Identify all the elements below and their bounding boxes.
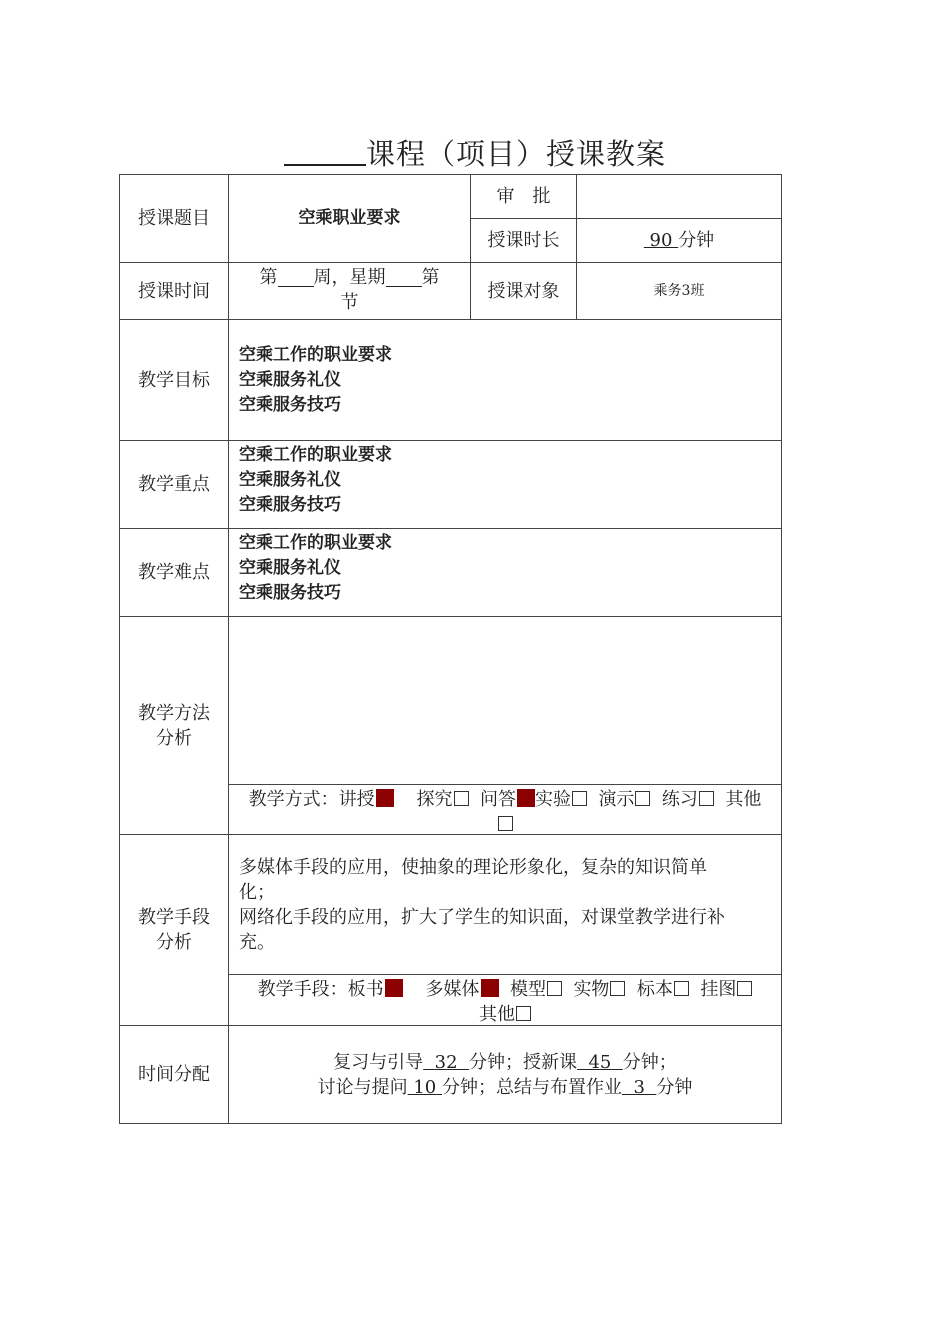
means-option-label: 标本 [636, 979, 673, 1000]
schedule-review-min: 32 [434, 1051, 458, 1073]
means-label-line2: 分析 [156, 932, 192, 953]
method-way-prefix: 教学方式： [248, 789, 339, 810]
schedule-discuss-label: 讨论与提问 [317, 1076, 408, 1098]
time-label: 授课时间 [119, 262, 229, 320]
method-option-label: 讲授 [338, 789, 375, 810]
method-option-label: 练习 [661, 789, 698, 810]
document-title [0, 132, 950, 173]
schedule-unit: 分钟 [622, 1051, 659, 1073]
time-week-mid: 周，星期 [313, 267, 386, 288]
means-para1-line1: 多媒体手段的应用，使抽象的理论形象化，复杂的知识简单 [239, 856, 707, 878]
approve-value [576, 174, 782, 219]
duration-number: 90 [649, 230, 673, 251]
means-para1-line2: 化； [239, 881, 275, 903]
means-option-label: 挂图 [700, 979, 737, 1000]
schedule-summary-min: 3 [633, 1076, 645, 1098]
key-point-item: 空乘服务技巧 [239, 495, 341, 515]
means-label [119, 834, 229, 1026]
checkbox-checked[interactable] [481, 979, 499, 997]
checkbox[interactable] [635, 791, 650, 806]
title-text: 课程（项目）授课教案 [365, 137, 666, 171]
objective-item: 空乘服务技巧 [239, 394, 341, 415]
checkbox[interactable] [610, 981, 625, 996]
topic-label: 授课题目 [119, 174, 229, 263]
schedule-unit: 分钟 [468, 1051, 505, 1073]
schedule-unit: 分钟 [656, 1076, 693, 1098]
key-point-item: 空乘工作的职业要求 [239, 445, 392, 465]
means-para2-line2: 充。 [239, 931, 275, 953]
means-option-label: 其他 [478, 1004, 515, 1025]
checkbox[interactable] [547, 981, 562, 996]
checkbox[interactable] [699, 791, 714, 806]
means-content [228, 834, 782, 975]
method-label-line1: 教学方法 [138, 702, 210, 724]
objectives-content [228, 319, 782, 441]
duration-unit: 分钟 [678, 230, 715, 251]
difficulty-item: 空乘服务技巧 [239, 583, 341, 603]
week-blank [278, 268, 314, 287]
means-para2-line1: 网络化手段的应用，扩大了学生的知识面，对课堂教学进行补 [239, 906, 725, 928]
checkbox-checked[interactable] [517, 789, 535, 807]
course-name-blank [284, 140, 366, 166]
checkbox[interactable] [516, 1006, 531, 1021]
schedule-new-label: 授新课 [522, 1051, 577, 1073]
duration-label: 授课时长 [470, 218, 577, 263]
objective-item: 空乘工作的职业要求 [239, 344, 392, 365]
schedule-discuss-min: 10 [413, 1076, 437, 1098]
checkbox[interactable] [737, 981, 752, 996]
checkbox[interactable] [674, 981, 689, 996]
means-option-label: 模型 [509, 979, 546, 1000]
means-options [228, 974, 782, 1026]
means-option-label: 板书 [347, 979, 384, 1000]
objectives-label: 教学目标 [119, 319, 229, 441]
audience-label: 授课对象 [470, 262, 577, 320]
method-options [228, 784, 782, 835]
difficulty-item: 空乘服务礼仪 [239, 558, 341, 578]
topic-value: 空乘职业要求 [228, 174, 471, 263]
checkbox[interactable] [498, 816, 513, 831]
schedule-summary-label: 总结与布置作业 [496, 1076, 622, 1098]
time-value [228, 262, 471, 320]
schedule-unit: 分钟 [442, 1076, 478, 1098]
objective-item: 空乘服务礼仪 [239, 369, 341, 390]
difficulty-item: 空乘工作的职业要求 [239, 533, 392, 553]
duration-value [576, 218, 782, 263]
method-label-line2: 分析 [156, 727, 192, 749]
checkbox-checked[interactable] [385, 979, 403, 997]
means-option-label: 实物 [573, 979, 610, 1000]
key-points-content [228, 440, 782, 529]
checkbox[interactable] [572, 791, 587, 806]
schedule-review-label: 复习与引导 [333, 1051, 424, 1073]
method-option-label: 探究 [416, 789, 453, 810]
checkbox-checked[interactable] [376, 789, 394, 807]
means-option-label: 多媒体 [425, 979, 480, 1000]
method-option-label: 其他 [725, 789, 762, 810]
schedule-new-min: 45 [588, 1051, 612, 1073]
schedule-content: 复习与引导 32 分钟；授新课 45 分钟； 讨论与提问 10 分钟；总结与布置作业 3 分钟 [228, 1025, 782, 1124]
audience-value: 乘务3班 [576, 262, 782, 320]
time-week-section: 节 [340, 292, 359, 313]
means-label-line1: 教学手段 [138, 907, 210, 928]
key-point-item: 空乘服务礼仪 [239, 470, 341, 490]
schedule-label: 时间分配 [119, 1025, 229, 1124]
difficulties-content [228, 528, 782, 617]
method-option-label: 实验 [534, 789, 571, 810]
difficulties-label: 教学难点 [119, 528, 229, 617]
time-week-prefix: 第 [259, 267, 278, 288]
day-blank [386, 268, 422, 287]
time-week-suffix: 第 [421, 267, 440, 288]
approve-label: 审 批 [470, 174, 577, 219]
means-way-prefix: 教学手段： [257, 979, 348, 1000]
lesson-plan-table [119, 174, 782, 1124]
method-content [228, 616, 782, 785]
checkbox[interactable] [454, 791, 469, 806]
key-points-label: 教学重点 [119, 440, 229, 529]
method-option-label: 演示 [598, 789, 635, 810]
method-label [119, 616, 229, 835]
method-option-label: 问答 [479, 789, 516, 810]
